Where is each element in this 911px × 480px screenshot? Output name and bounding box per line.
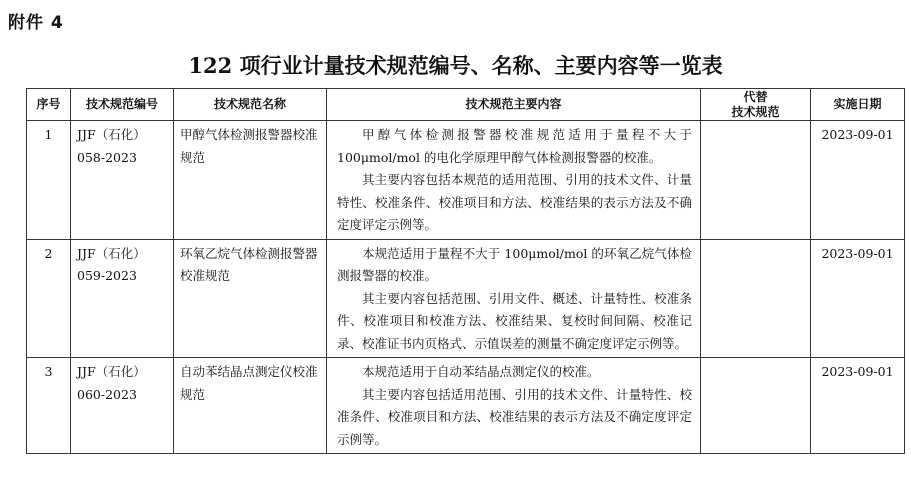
- row-code-line1: JJF（石化）: [77, 245, 146, 261]
- header-content: 技术规范主要内容: [327, 89, 701, 121]
- row-content-para1: 甲醇气体检测报警器校准规范适用于量程不大于100μmol/mol 的电化学原理甲醇气体检测报警器的校准。: [337, 127, 692, 165]
- table-row: [27, 121, 905, 240]
- row-date: 2023-09-01: [811, 121, 905, 240]
- row-no: 1: [27, 121, 71, 240]
- table-header-row: [27, 89, 905, 121]
- row-code-line1: JJF（石化）: [77, 364, 146, 379]
- row-code: [71, 358, 174, 454]
- table-row: [27, 239, 905, 358]
- row-content: [327, 239, 701, 358]
- page-title: 122 项行业计量技术规范编号、名称、主要内容等一览表: [188, 53, 723, 78]
- row-name: 环氧乙烷气体检测报警器校准规范: [174, 239, 327, 358]
- row-code-line2: 058-2023: [77, 149, 137, 165]
- row-content-para2: 其主要内容包括范围、引用文件、概述、计量特性、校准条件、校准项目和校准方法、校准结果、复校时间间隔、校准记录、校准证书内页格式、示值误差的测量不确定度评定示例等。: [337, 290, 692, 351]
- row-code-line2: 059-2023: [77, 268, 137, 283]
- row-code-line2: 060-2023: [77, 386, 137, 402]
- row-content-para2: 其主要内容包括适用范围、引用的技术文件、计量特性、校准条件、校准项目和方法、校准结果的表示方法及不确定度评定示例等。: [337, 386, 692, 447]
- row-no: 2: [27, 239, 71, 358]
- row-date: 2023-09-01: [811, 239, 905, 358]
- row-name: 自动苯结晶点测定仪校准规范: [174, 358, 327, 454]
- row-no: 3: [27, 358, 71, 454]
- row-replaces: [701, 239, 811, 358]
- header-no: 序号: [27, 89, 71, 121]
- standards-table: [26, 88, 905, 454]
- row-content: [327, 121, 701, 240]
- row-content-para2: 其主要内容包括本规范的适用范围、引用的技术文件、计量特性、校准条件、校准项目和方法、校准结果的表示方法及不确定度评定示例等。: [337, 172, 692, 232]
- row-content-para1: 本规范适用于自动苯结晶点测定仪的校准。: [362, 364, 600, 379]
- header-replaces: [701, 89, 811, 121]
- header-name: 技术规范名称: [174, 89, 327, 121]
- row-replaces: [701, 358, 811, 454]
- row-content: [327, 358, 701, 454]
- row-content-para1: 本规范适用于量程不大于 100μmol/mol 的环氧乙烷气体检测报警器的校准。: [337, 245, 692, 283]
- attachment-label: 附件 4: [8, 13, 64, 33]
- row-code: [71, 239, 174, 358]
- header-replaces-line1: 代替: [743, 89, 768, 104]
- header-code: 技术规范编号: [71, 89, 174, 121]
- row-code-line1: JJF（石化）: [77, 127, 146, 142]
- header-date: 实施日期: [811, 89, 905, 121]
- row-code: [71, 121, 174, 240]
- row-replaces: [701, 121, 811, 240]
- row-date: 2023-09-01: [811, 358, 905, 454]
- header-replaces-line2: 技术规范: [731, 104, 780, 119]
- row-name: 甲醇气体检测报警器校准规范: [174, 121, 327, 240]
- table-row: [27, 358, 905, 454]
